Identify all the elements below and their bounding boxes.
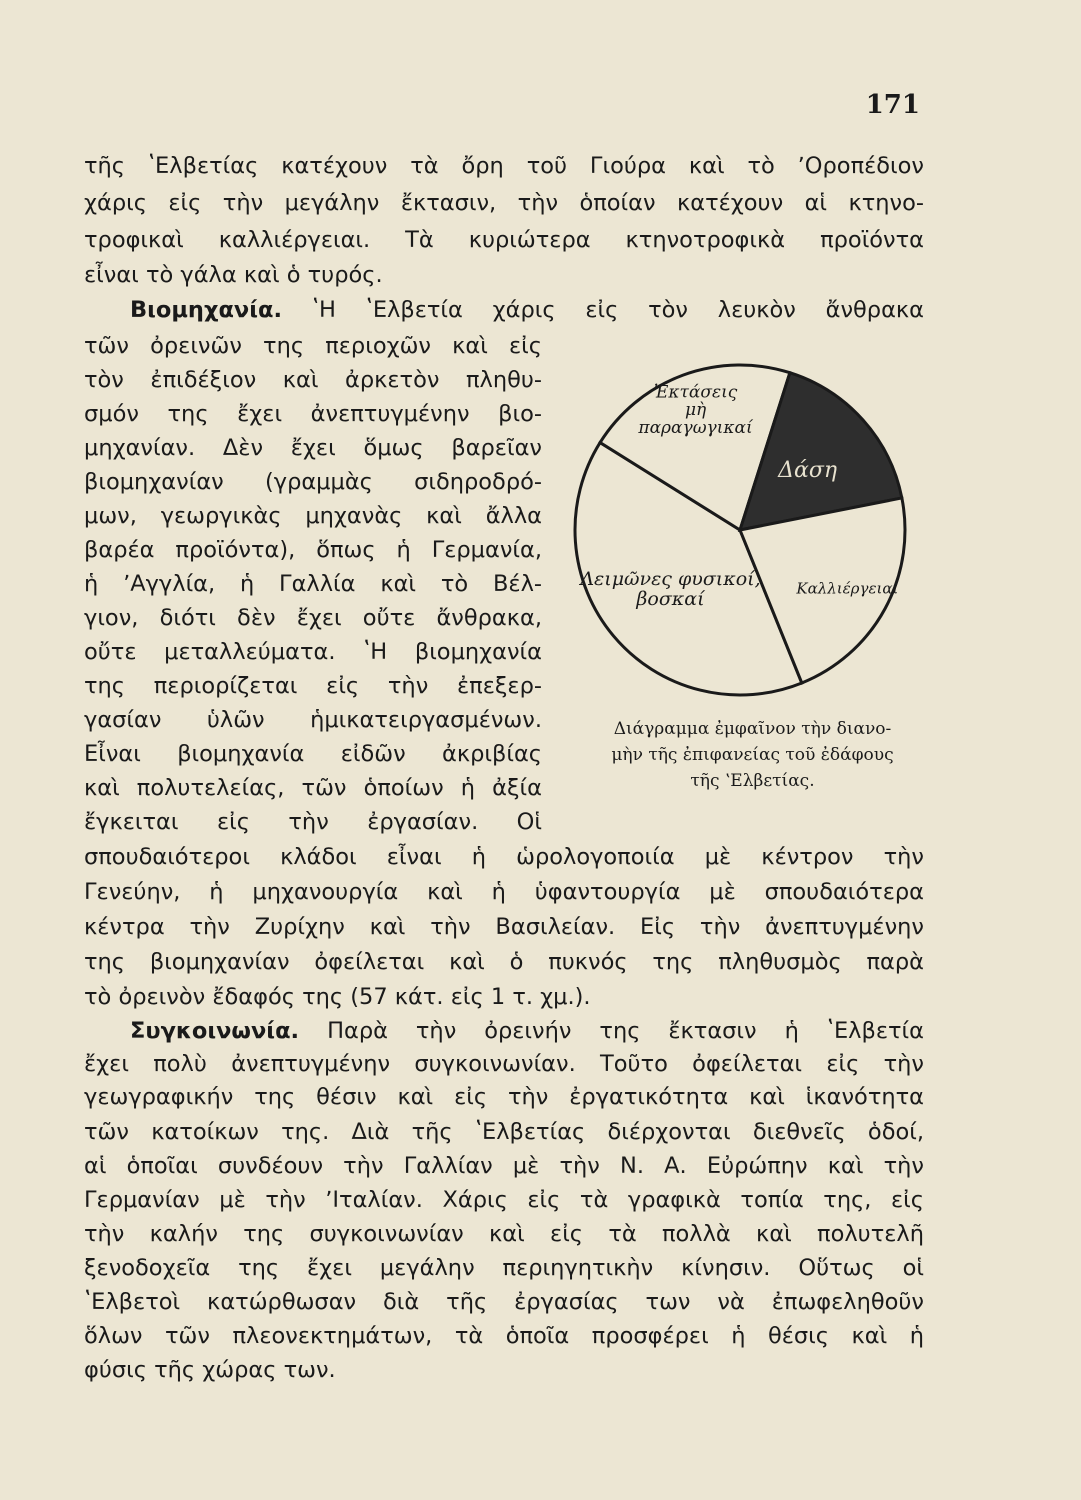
- text-line: βαρέα προϊόντα), ὅπως ἡ Γερμανία,: [84, 537, 542, 563]
- pie-label-line: παραγωγικαί: [638, 418, 753, 439]
- text-line: μηχανίαν. Δὲν ἔχει ὅμως βαρεῖαν: [84, 435, 542, 461]
- text-line: της περιορίζεται εἰς τὴν ἐπεξερ-: [84, 673, 542, 699]
- land-use-pie-diagram: [560, 355, 920, 715]
- text-line: αἱ ὁποῖαι συνδέουν τὴν Γαλλίαν μὲ τὴν Ν. Α. Εὐρώπην καὶ τὴν: [84, 1153, 924, 1179]
- diagram-caption-line: μὴν τῆς ἐπιφανείας τοῦ ἐδάφους: [611, 745, 894, 765]
- text-line: Γενεύην, ἡ μηχανουργία καὶ ἡ ὑφαντουργία μὲ σπουδαιότερα: [84, 879, 924, 905]
- transport-first-line: [130, 1015, 924, 1047]
- text-line: τὸ ὀρεινὸν ἔδαφός της (57 κάτ. εἰς 1 τ. χμ.).: [84, 984, 591, 1010]
- text-line: τροφικαὶ καλλιέργειαι. Τὰ κυριώτερα κτηνοτροφικὰ προϊόντα: [84, 227, 924, 253]
- text-line: ʽΕλβετοὶ κατώρθωσαν διὰ τῆς ἐργασίας των νὰ ἐπωφεληθοῦν: [84, 1289, 924, 1315]
- text-span: Παρὰ τὴν ὀρεινήν της ἔκτασιν ἡ ʽΕλβετία: [327, 1018, 924, 1044]
- text-span: ʽΗ ʽΕλβετία χάρις εἰς τὸν λευκὸν ἄνθρακα: [311, 297, 924, 323]
- pie-label-line: Λειμῶνες φυσικοί,: [580, 568, 761, 591]
- text-line: γασίαν ὑλῶν ἡμικατειργασμένων.: [84, 707, 542, 733]
- text-line: μων, γεωργικὰς μηχανὰς καὶ ἄλλα: [84, 503, 542, 529]
- text-line: τὸν ἐπιδέξιον καὶ ἀρκετὸν πληθυ-: [84, 367, 542, 393]
- text-line: σμόν της ἔχει ἀνεπτυγμένην βιο-: [84, 401, 542, 427]
- text-line: εἶναι τὸ γάλα καὶ ὁ τυρός.: [84, 262, 383, 288]
- text-line: ἔγκειται εἰς τὴν ἐργασίαν. Οἱ: [84, 809, 542, 835]
- text-line: τῆς ʽΕλβετίας κατέχουν τὰ ὄρη τοῦ Γιούρα καὶ τὸ ʼΟροπέδιον: [84, 153, 924, 179]
- text-line: ἡ ʼΑγγλία, ἡ Γαλλία καὶ τὸ Βέλ-: [84, 571, 542, 597]
- text-line: φύσις τῆς χώρας των.: [84, 1357, 336, 1383]
- pie-label-line: βοσκαί: [636, 587, 705, 610]
- text-line: τῶν κατοίκων της. Διὰ τῆς ʽΕλβετίας διέρχονται διεθνεῖς ὁδοί,: [84, 1119, 924, 1145]
- pie-label-cultivation: [795, 579, 898, 597]
- text-line: χάρις εἰς τὴν μεγάλην ἔκτασιν, τὴν ὁποίαν κατέχουν αἱ κτηνο-: [84, 190, 924, 216]
- text-line: γεωγραφικήν της θέσιν καὶ εἰς τὴν ἐργατικότητα καὶ ἱκανότητα: [84, 1084, 924, 1110]
- pie-label-line: Δάση: [778, 458, 838, 484]
- section-heading-transport: Συγκοινωνία.: [130, 1018, 300, 1044]
- text-line: βιομηχανίαν (γραμμὰς σιδηροδρό-: [84, 469, 542, 495]
- text-line: οὔτε μεταλλεύματα. ʽΗ βιομηχανία: [84, 639, 542, 665]
- text-line: γιον, διότι δὲν ἔχει οὔτε ἄνθρακα,: [84, 605, 542, 631]
- pie-label-line: Ἐκτάσεις: [653, 382, 738, 403]
- diagram-caption-line: Διάγραμμα ἐμφαῖνον τὴν διανο-: [613, 719, 892, 739]
- text-line: της βιομηχανίαν ὀφείλεται καὶ ὁ πυκνός της πληθυσμὸς παρὰ: [84, 949, 924, 975]
- text-line: καὶ πολυτελείας, τῶν ὁποίων ἡ ἀξία: [84, 775, 542, 801]
- diagram-caption-line: τῆς ʽΕλβετίας.: [690, 771, 815, 791]
- text-line: Γερμανίαν μὲ τὴν ʼΙταλίαν. Χάρις εἰς τὰ γραφικὰ τοπία της, εἰς: [84, 1187, 924, 1213]
- pie-label-line: μὴ: [684, 400, 707, 421]
- text-line: τῶν ὀρεινῶν της περιοχῶν καὶ εἰς: [84, 333, 542, 359]
- text-line: σπουδαιότεροι κλάδοι εἶναι ἡ ὡρολογοποιία μὲ κέντρον τὴν: [84, 844, 924, 870]
- pie-label-forests: [777, 458, 837, 483]
- page-number: 171: [865, 90, 920, 120]
- industry-first-line: [130, 294, 924, 326]
- text-line: τὴν καλήν της συγκοινωνίαν καὶ εἰς τὰ πολλὰ καὶ πολυτελῆ: [84, 1221, 924, 1247]
- text-line: ἔχει πολὺ ἀνεπτυγμένην συγκοινωνίαν. Τοῦτο ὀφείλεται εἰς τὴν: [84, 1051, 924, 1077]
- pie-label-line: Καλλιέργειαι: [796, 579, 899, 598]
- section-heading-industry: Βιομηχανία.: [130, 297, 283, 323]
- text-line: κέντρα τὴν Ζυρίχην καὶ τὴν Βασιλείαν. Εἰς τὴν ἀνεπτυγμένην: [84, 914, 924, 940]
- text-line: ὅλων τῶν πλεονεκτημάτων, τὰ ὁποῖα προσφέρει ἡ θέσις καὶ ἡ: [84, 1323, 924, 1349]
- text-line: Εἶναι βιομηχανία εἰδῶν ἀκριβίας: [84, 741, 542, 767]
- text-line: ξενοδοχεῖα της ἔχει μεγάλην περιηγητικὴν κίνησιν. Οὕτως οἱ: [84, 1255, 924, 1281]
